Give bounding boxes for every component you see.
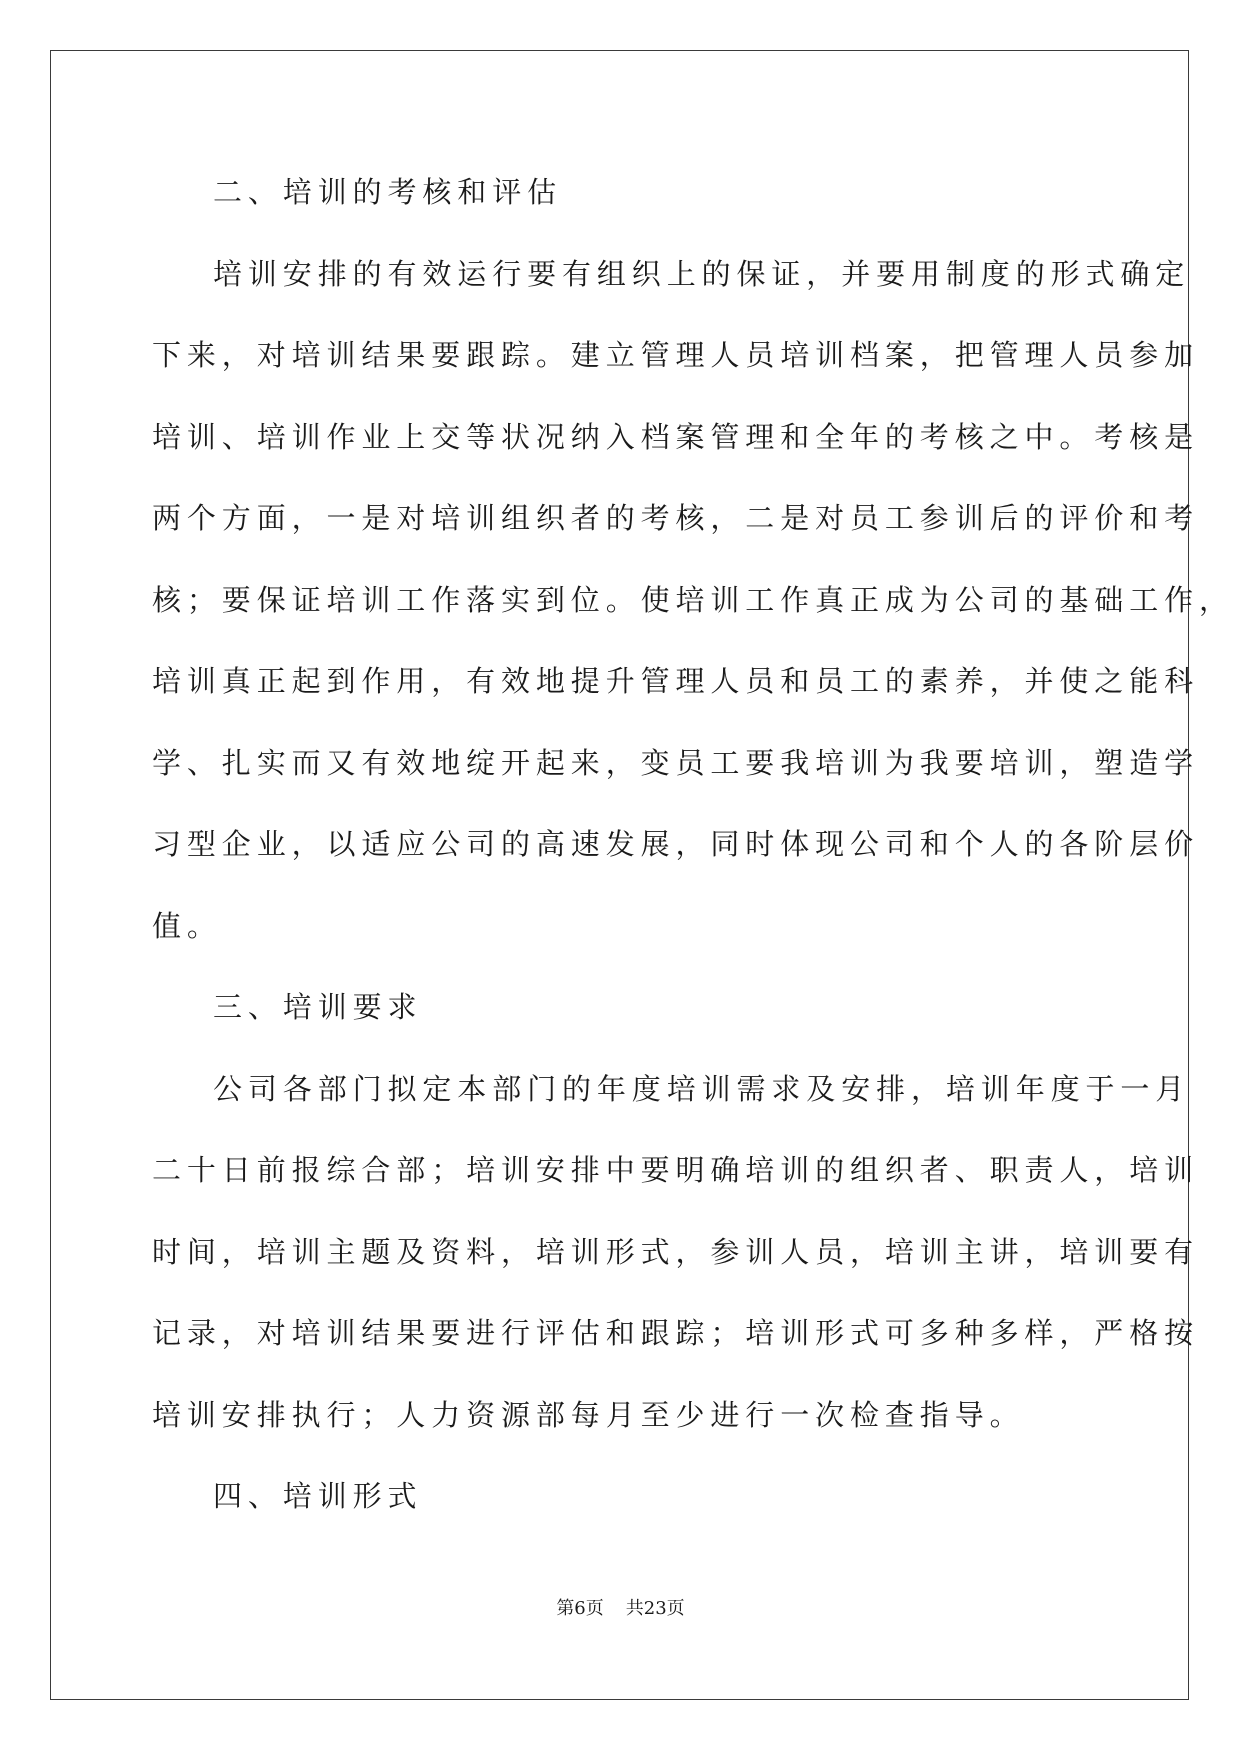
paragraph-line: 记录，对培训结果要进行评估和跟踪；培训形式可多种多样，严格按 [152,1316,1200,1350]
paragraph-line: 培训、培训作业上交等状况纳入档案管理和全年的考核之中。考核是 [152,420,1200,454]
page-number: 第6页 [556,1598,604,1619]
paragraph-line: 学、扎实而又有效地绽开起来，变员工要我培训为我要培训，塑造学 [152,746,1200,780]
section-heading: 四、培训形式 [213,1479,423,1513]
page-border [50,50,1189,1700]
section-heading: 二、培训的考核和评估 [213,175,563,209]
paragraph-line: 培训真正起到作用，有效地提升管理人员和员工的素养，并使之能科 [152,664,1200,698]
section-heading: 三、培训要求 [213,990,423,1024]
paragraph-line: 下来，对培训结果要跟踪。建立管理人员培训档案，把管理人员参加 [152,338,1200,372]
paragraph-line: 公司各部门拟定本部门的年度培训需求及安排，培训年度于一月 [213,1072,1191,1106]
paragraph-line: 习型企业，以适应公司的高速发展，同时体现公司和个人的各阶层价 [152,827,1200,861]
paragraph-line: 培训安排执行；人力资源部每月至少进行一次检查指导。 [152,1398,1025,1432]
paragraph-line: 两个方面，一是对培训组织者的考核，二是对员工参训后的评价和考 [152,501,1200,535]
paragraph-line: 值。 [152,909,222,943]
paragraph-line: 二十日前报综合部；培训安排中要明确培训的组织者、职责人，培训 [152,1153,1200,1187]
page-total: 共23页 [625,1598,685,1619]
paragraph-line: 核；要保证培训工作落实到位。使培训工作真正成为公司的基础工作， [152,583,1234,617]
paragraph-line: 培训安排的有效运行要有组织上的保证，并要用制度的形式确定 [213,257,1191,291]
page-footer [0,1597,1241,1621]
paragraph-line: 时间，培训主题及资料，培训形式，参训人员，培训主讲，培训要有 [152,1235,1200,1269]
